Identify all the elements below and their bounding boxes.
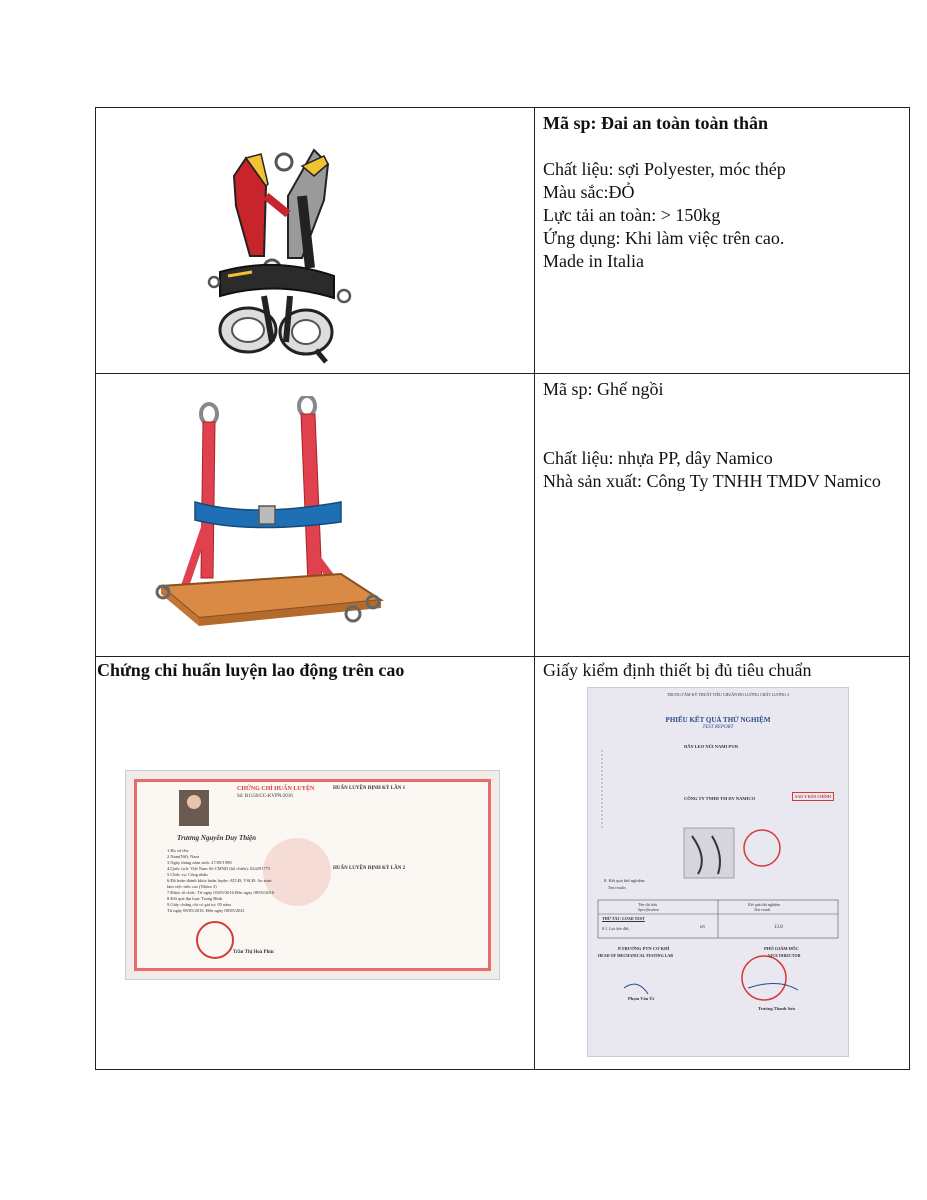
test-report-customer: CÔNG TY TNHH TM DV NAMICO — [684, 796, 756, 801]
test-report-col-result: Kết quả thử nghiệm — [748, 902, 780, 907]
cert-doc-heading: CHỨNG CHỈ HUẤN LUYỆN — [237, 786, 315, 792]
cert-field: 7.Được tổ chức: Từ ngày 03/05/2016 Đến ngày 08/05/2016 — [167, 890, 274, 895]
test-report-subtitle: TEST REPORT — [702, 725, 734, 730]
cert-doc-signer: Trần Thị Hoà Phúc — [233, 950, 275, 955]
cert-doc-right-heading-1: HUẤN LUYỆN ĐỊNH KỲ LẦN 1 — [333, 786, 406, 791]
harness-info-cell — [535, 108, 910, 374]
bosun-chair-icon — [151, 396, 396, 646]
test-report-col-spec-en: Specification — [638, 907, 659, 912]
test-report-signer-right: Trương Thanh Sơn — [758, 1006, 796, 1011]
test-report-sample: DÂY LEO NÚI NAMI PVH — [684, 744, 738, 749]
harness-load: Lực tải an toàn: > 150kg — [543, 205, 721, 225]
test-report-org: TRUNG TÂM KỸ THUẬT TIÊU CHUẨN ĐO LƯỜNG CHẤT LƯỢNG 3 — [666, 692, 790, 697]
test-report-title: PHIẾU KẾT QUẢ THỬ NGHIỆM — [665, 716, 771, 724]
cert-field: 1.Họ và tên: — [167, 848, 190, 853]
cert-doc-fields — [167, 848, 274, 914]
cert-field: 3.Ngày tháng năm sinh: 27/09/1988 — [167, 860, 232, 865]
harness-material: Chất liệu: sợi Polyester, móc thép — [543, 159, 786, 179]
test-report-col-spec: Tên chỉ tiêu — [638, 902, 658, 907]
chair-image-cell — [96, 374, 535, 657]
harness-color: Màu sắc:ĐỎ — [543, 182, 635, 202]
chair-manufacturer: Nhà sản xuất: Công Ty TNHH TMDV Namico — [543, 471, 881, 491]
product-code-chair: Mã sp: Ghế ngồi — [543, 379, 664, 399]
test-report-col-result-en: Test result — [754, 907, 771, 912]
inspection-certificate-cell — [535, 657, 910, 1070]
product-table — [95, 107, 910, 1070]
cert-field: 2.Nam(Nữ): Nam — [167, 854, 199, 859]
chair-info-cell — [535, 374, 910, 657]
test-report-director: PHÓ GIÁM ĐỐC — [764, 946, 799, 951]
test-report-lab: P.TRƯỞNG PTN CƠ KHÍ — [618, 946, 670, 951]
test-report-row-label: 8.1. Lực kéo đứt, — [602, 926, 630, 931]
harness-origin: Made in Italia — [543, 251, 644, 271]
inspection-certificate-heading: Giấy kiểm định thiết bị đủ tiêu chuẩn — [543, 660, 812, 680]
test-report-results-sub: Test results — [608, 885, 626, 890]
test-report-image — [587, 687, 849, 1057]
cert-doc-number: Số: B1150/CC-KVPN/2016 — [237, 794, 293, 799]
test-report-row-value: 13.8 — [774, 925, 783, 930]
test-report-row-unit: kN — [700, 924, 705, 929]
test-report-results-label: 8. Kết quả thử nghiệm: — [604, 878, 646, 883]
chair-material: Chất liệu: nhựa PP, dây Namico — [543, 448, 773, 468]
cert-field: 8.Kết quả đạt loại: Trung Bình — [167, 896, 222, 901]
cert-doc-right-heading-2: HUẤN LUYỆN ĐỊNH KỲ LẦN 2 — [333, 866, 406, 871]
test-report-stamp: SAO Y BẢN CHÍNH — [792, 792, 834, 801]
cert-field: 6.Đã hoàn thành khóa huấn luyện: ATLĐ, VSLĐ: An toàn — [167, 878, 272, 883]
cert-field: làm việc trên cao (Nhóm 3) — [167, 884, 217, 889]
cert-field: 9.Giấy chứng chỉ có giá trị: 05 năm — [167, 902, 231, 907]
harness-icon — [206, 136, 356, 366]
cert-field: 4.Quốc tịch: Việt Nam Số CMND (hộ chiếu): 024291773 — [167, 866, 271, 871]
product-code-harness: Mã sp: Đai an toàn toàn thân — [543, 113, 769, 133]
harness-usage: Ứng dụng: Khi làm việc trên cao. — [543, 228, 785, 248]
test-report-signer-left: Phạm Văn Út — [628, 996, 655, 1001]
harness-image-cell — [96, 108, 535, 374]
training-certificate-image — [125, 770, 500, 980]
training-certificate-cell — [96, 657, 535, 1070]
training-certificate-heading: Chứng chỉ huấn luyện lao động trên cao — [97, 660, 405, 680]
cert-doc-holder: Trương Nguyễn Duy Thiện — [177, 834, 257, 842]
cert-field: Từ ngày 08/05/2016. Đến ngày 08/05/2021 — [167, 908, 245, 913]
test-report-test-name: THỬ TẢI / LOAD TEST — [602, 916, 645, 921]
cert-field: 5.Chức vụ: Công nhân — [167, 872, 208, 877]
test-report-director-en: VICE DIRECTOR — [768, 953, 801, 958]
test-report-lab-en: HEAD OF MECHANICAL TESTING LAB — [598, 953, 673, 958]
